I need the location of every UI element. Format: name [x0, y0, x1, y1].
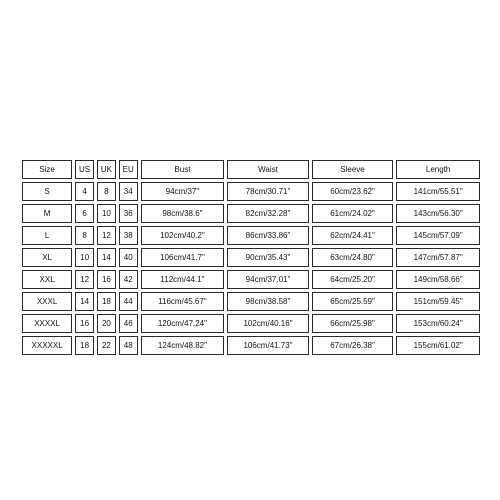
cell-size: XXXXL	[22, 314, 72, 333]
cell-length: 151cm/59.45"	[396, 292, 480, 311]
cell-length: 141cm/55.51"	[396, 182, 480, 201]
cell-size: S	[22, 182, 72, 201]
cell-bust: 94cm/37"	[141, 182, 225, 201]
table-row	[22, 248, 480, 267]
header-sleeve: Sleeve	[312, 160, 394, 179]
cell-uk: 22	[97, 336, 116, 355]
header-waist: Waist	[227, 160, 309, 179]
table-row	[22, 204, 480, 223]
cell-size: M	[22, 204, 72, 223]
cell-sleeve: 64cm/25.20"	[312, 270, 394, 289]
table-row	[22, 336, 480, 355]
cell-eu: 40	[119, 248, 138, 267]
cell-bust: 120cm/47.24"	[141, 314, 225, 333]
cell-uk: 20	[97, 314, 116, 333]
cell-sleeve: 63cm/24.80"	[312, 248, 394, 267]
cell-size: XL	[22, 248, 72, 267]
cell-size: XXXL	[22, 292, 72, 311]
cell-us: 18	[75, 336, 94, 355]
cell-bust: 116cm/45.67"	[141, 292, 225, 311]
cell-us: 4	[75, 182, 94, 201]
table-row	[22, 314, 480, 333]
table-header-row	[22, 160, 480, 179]
cell-us: 12	[75, 270, 94, 289]
table-row	[22, 182, 480, 201]
cell-eu: 44	[119, 292, 138, 311]
cell-bust: 98cm/38.6"	[141, 204, 225, 223]
cell-uk: 8	[97, 182, 116, 201]
cell-length: 149cm/58.66"	[396, 270, 480, 289]
cell-us: 6	[75, 204, 94, 223]
cell-uk: 18	[97, 292, 116, 311]
header-bust: Bust	[141, 160, 225, 179]
cell-size: L	[22, 226, 72, 245]
cell-bust: 124cm/48.82"	[141, 336, 225, 355]
cell-sleeve: 62cm/24.41"	[312, 226, 394, 245]
cell-us: 14	[75, 292, 94, 311]
cell-length: 145cm/57.09"	[396, 226, 480, 245]
cell-bust: 112cm/44.1"	[141, 270, 225, 289]
cell-size: XXL	[22, 270, 72, 289]
cell-waist: 82cm/32.28"	[227, 204, 309, 223]
cell-bust: 102cm/40.2"	[141, 226, 225, 245]
cell-size: XXXXXL	[22, 336, 72, 355]
cell-waist: 102cm/40.16"	[227, 314, 309, 333]
cell-uk: 14	[97, 248, 116, 267]
header-eu: EU	[119, 160, 138, 179]
cell-sleeve: 60cm/23.62"	[312, 182, 394, 201]
cell-length: 153cm/60.24"	[396, 314, 480, 333]
cell-uk: 16	[97, 270, 116, 289]
cell-eu: 46	[119, 314, 138, 333]
size-chart-table	[19, 157, 483, 358]
cell-us: 16	[75, 314, 94, 333]
cell-uk: 12	[97, 226, 116, 245]
header-size: Size	[22, 160, 72, 179]
cell-waist: 90cm/35.43"	[227, 248, 309, 267]
table-row	[22, 292, 480, 311]
table-row	[22, 270, 480, 289]
cell-eu: 42	[119, 270, 138, 289]
cell-sleeve: 61cm/24.02"	[312, 204, 394, 223]
cell-waist: 86cm/33.86"	[227, 226, 309, 245]
cell-length: 143cm/56.30"	[396, 204, 480, 223]
cell-eu: 38	[119, 226, 138, 245]
cell-eu: 36	[119, 204, 138, 223]
cell-waist: 106cm/41.73"	[227, 336, 309, 355]
cell-sleeve: 65cm/25.59"	[312, 292, 394, 311]
header-uk: UK	[97, 160, 116, 179]
cell-sleeve: 66cm/25.98"	[312, 314, 394, 333]
header-us: US	[75, 160, 94, 179]
cell-waist: 94cm/37.01"	[227, 270, 309, 289]
header-length: Length	[396, 160, 480, 179]
cell-waist: 98cm/38.58"	[227, 292, 309, 311]
table-row	[22, 226, 480, 245]
cell-us: 10	[75, 248, 94, 267]
cell-us: 8	[75, 226, 94, 245]
cell-uk: 10	[97, 204, 116, 223]
cell-sleeve: 67cm/26.38"	[312, 336, 394, 355]
cell-eu: 48	[119, 336, 138, 355]
cell-length: 155cm/61.02"	[396, 336, 480, 355]
cell-bust: 106cm/41.7"	[141, 248, 225, 267]
cell-length: 147cm/57.87"	[396, 248, 480, 267]
cell-waist: 78cm/30.71"	[227, 182, 309, 201]
cell-eu: 34	[119, 182, 138, 201]
